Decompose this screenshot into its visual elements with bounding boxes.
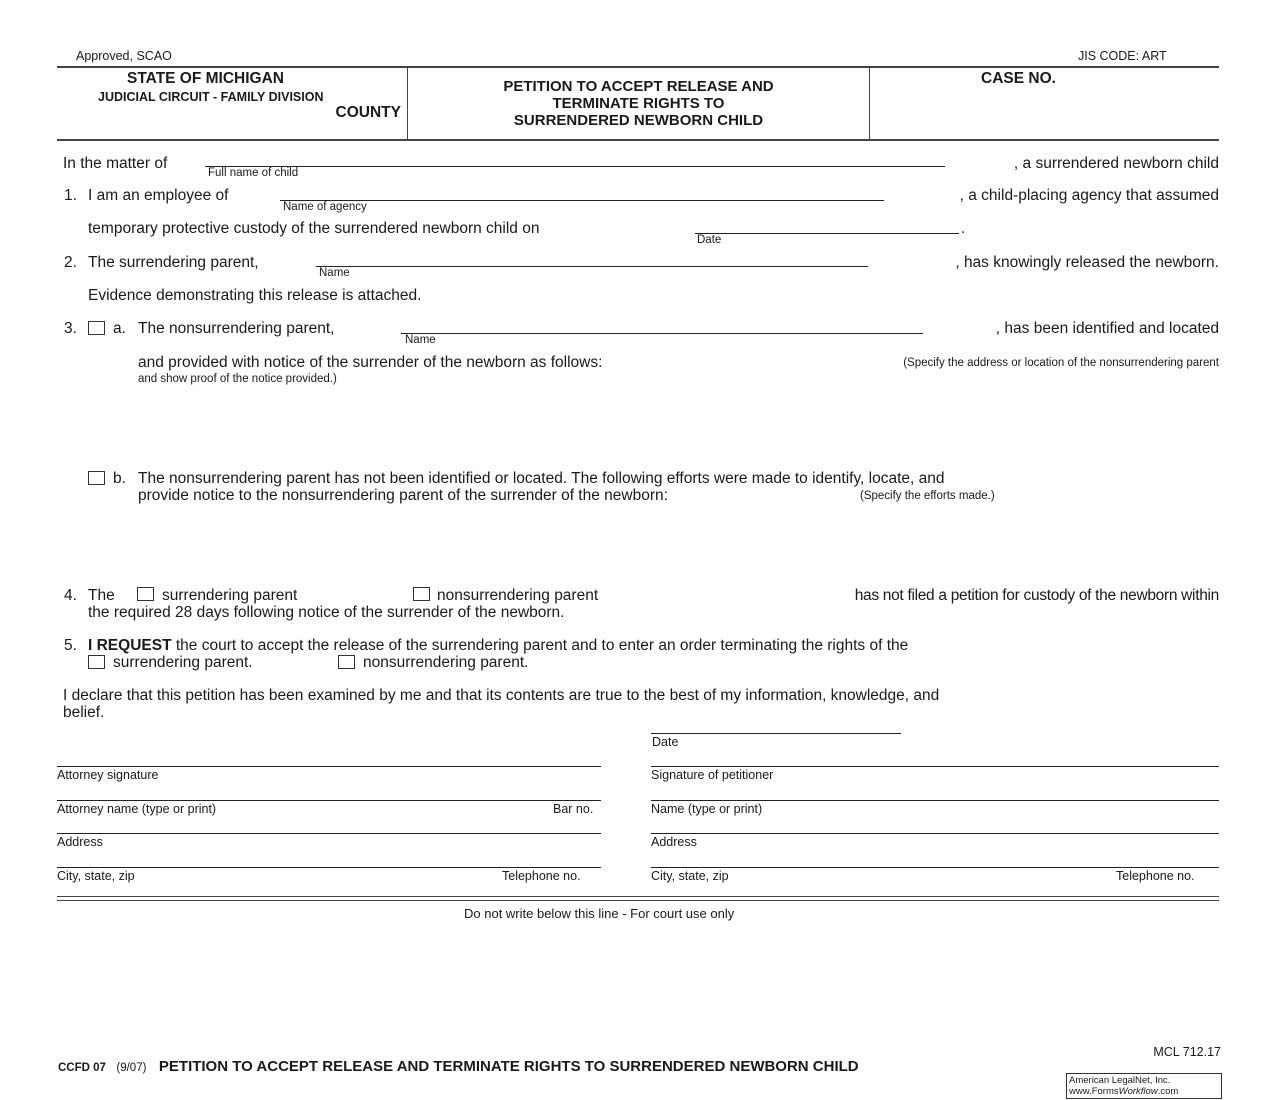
petitioner-address-field[interactable] [651,833,1219,834]
vendor-url-part: .com [1157,1086,1179,1097]
item4-option: surrendering parent [162,587,298,604]
item1-label: I am an employee of [88,187,229,204]
header-divider [869,67,870,140]
divider [57,900,1219,901]
item-number: 2. [64,254,77,271]
attorney-name-field[interactable] [57,800,601,801]
attorney-address-field[interactable] [57,833,601,834]
item1-line2: temporary protective custody of the surrendered newborn child on [88,220,540,237]
address-caption: Address [57,835,103,849]
case-no-field[interactable] [875,90,1215,135]
item4-option: nonsurrendering parent [437,587,599,604]
agency-name-field[interactable] [280,200,884,201]
address-caption: Address [651,835,697,849]
item4-label: The [88,587,115,604]
bar-no-caption: Bar no. [553,802,594,816]
item3b-checkbox[interactable] [88,471,105,485]
header-bottom-rule [57,139,1219,141]
item5-option: nonsurrendering parent. [363,654,529,671]
item4-surrendering-checkbox[interactable] [137,587,154,601]
item3b-note: (Specify the efforts made.) [860,490,995,502]
item4-suffix: has not filed a petition for custody of the newborn within [854,587,1219,604]
mcl-reference: MCL 712.17 [1153,1045,1221,1059]
telephone-caption: Telephone no. [502,869,581,883]
item3a-label: The nonsurrendering parent, [138,320,335,337]
notice-details-area[interactable] [138,392,1218,464]
item4-nonsurrendering-checkbox[interactable] [413,587,430,601]
attorney-name-caption: Attorney name (type or print) [57,802,217,816]
surrendering-parent-name-field[interactable] [316,266,868,267]
agency-caption: Name of agency [283,201,367,213]
date-caption: Date [697,234,722,246]
child-name-field[interactable] [205,166,945,167]
request-label: I REQUEST [88,637,172,654]
state-label: STATE OF MICHIGAN [127,70,284,87]
petitioner-signature-caption: Signature of petitioner [651,768,774,782]
vendor-name: American LegalNet, Inc. [1069,1075,1171,1086]
petitioner-name-field[interactable] [651,800,1219,801]
divider [57,896,1219,897]
item-number: 4. [64,587,77,604]
name-caption: Name [319,267,350,279]
item-letter: a. [113,320,126,337]
title-line: SURRENDERED NEWBORN CHILD [513,112,764,129]
title-line: PETITION TO ACCEPT RELEASE AND [503,78,774,95]
item-number: 3. [64,320,77,337]
item5-nonsurrendering-checkbox[interactable] [338,655,355,669]
circuit-label: JUDICIAL CIRCUIT - FAMILY DIVISION [98,90,324,104]
declaration: I declare that this petition has been examined by me and that its contents are true to the best of my information, knowledge, and [63,687,940,704]
petitioner-signature-field[interactable] [651,766,1219,767]
item3a-checkbox[interactable] [88,321,105,335]
request-text: the court to accept the release of the surrendering parent and to enter an order terminating the rights of the [175,637,909,654]
item2-line2: Evidence demonstrating this release is attached. [88,287,422,304]
city-caption: City, state, zip [651,869,729,883]
attorney-signature-caption: Attorney signature [57,768,159,782]
attorney-city-field[interactable] [57,867,601,868]
petitioner-name-caption: Name (type or print) [651,802,763,816]
jis-code: JIS CODE: ART [1078,49,1167,63]
item4-line2: the required 28 days following notice of the surrender of the newborn. [88,604,565,621]
item-number: 5. [64,637,77,654]
item3a-note: and show proof of the notice provided.) [138,373,337,385]
form-date: (9/07) [116,1062,147,1074]
item2-label: The surrendering parent, [88,254,259,271]
item-number: 1. [64,187,77,204]
period: . [961,220,966,237]
vendor-url [1069,1086,1219,1097]
attorney-signature-field[interactable] [57,766,601,767]
header-top-rule [57,66,1219,68]
nonsurrendering-parent-name-field[interactable] [401,333,923,334]
telephone-caption: Telephone no. [1116,869,1195,883]
date-caption: Date [652,735,679,749]
form-title [408,78,869,129]
item-letter: b. [113,470,126,487]
item5-surrendering-checkbox[interactable] [88,655,105,669]
item3a-suffix: , has been identified and located [995,320,1219,337]
petitioner-city-field[interactable] [651,867,1219,868]
form-code: CCFD 07 [58,1062,106,1074]
efforts-details-area[interactable] [138,508,1218,580]
footer-title: PETITION TO ACCEPT RELEASE AND TERMINATE RIGHTS TO SURRENDERED NEWBORN CHILD [158,1058,859,1075]
name-caption: Name [405,334,436,346]
item1-suffix: , a child-placing agency that assumed [959,187,1219,204]
item2-suffix: , has knowingly released the newborn. [955,254,1219,271]
title-line: TERMINATE RIGHTS TO [552,95,725,112]
matter-label: In the matter of [63,155,168,172]
matter-suffix: , a surrendered newborn child [1013,155,1219,172]
date-field[interactable] [651,733,901,734]
item3b-line1: The nonsurrendering parent has not been identified or located. The following efforts were made to identify, locate, and [138,470,945,487]
child-name-caption: Full name of child [208,167,299,179]
approved-label: Approved, SCAO [76,49,172,63]
item3b-line2: provide notice to the nonsurrendering parent of the surrender of the newborn: [138,487,668,504]
vendor-url-part: www.Forms [1069,1086,1119,1097]
court-use-label: Do not write below this line - For court use only [464,906,735,921]
city-caption: City, state, zip [57,869,135,883]
vendor-url-part: Workflow [1118,1086,1158,1097]
item3a-line2: and provided with notice of the surrender of the newborn as follows: [138,354,603,371]
item3a-note: (Specify the address or location of the nonsurrendering parent [903,357,1219,369]
county-label: COUNTY [335,104,401,121]
case-no-label: CASE NO. [981,70,1056,87]
custody-date-field[interactable] [695,233,959,234]
item5-option: surrendering parent. [113,654,253,671]
vendor-box [1066,1073,1222,1099]
declaration: belief. [63,704,105,721]
